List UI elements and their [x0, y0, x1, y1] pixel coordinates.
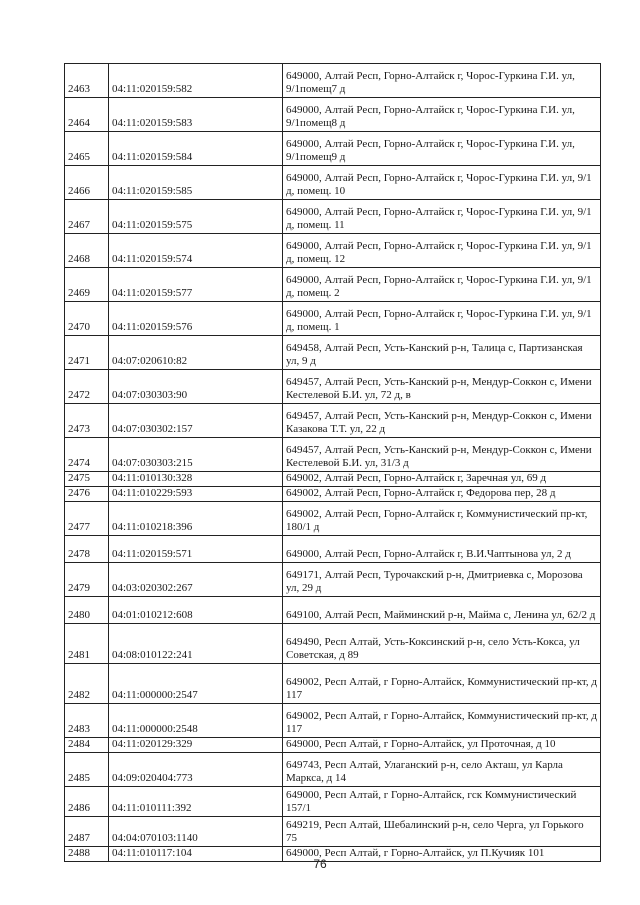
cadastral-number-cell: 04:01:010212:608: [109, 597, 283, 624]
row-number-cell: 2463: [65, 64, 109, 98]
table-row: [65, 664, 601, 704]
cadastral-number-cell: 04:11:020159:576: [109, 302, 283, 336]
cadastral-number-cell: 04:11:000000:2547: [109, 664, 283, 704]
table-row: [65, 753, 601, 787]
address-cell: 649458, Алтай Респ, Усть-Канский р-н, Талица с, Партизанская ул, 9 д: [283, 336, 601, 370]
address-cell: 649000, Респ Алтай, г Горно-Алтайск, ул Проточная, д 10: [283, 738, 601, 753]
row-number-cell: 2477: [65, 502, 109, 536]
address-cell: 649002, Алтай Респ, Горно-Алтайск г, Федорова пер, 28 д: [283, 487, 601, 502]
table-row: [65, 563, 601, 597]
cadastral-number-cell: 04:07:020610:82: [109, 336, 283, 370]
address-cell: 649000, Алтай Респ, Горно-Алтайск г, Чорос-Гуркина Г.И. ул, 9/1 д, помещ. 10: [283, 166, 601, 200]
row-number-cell: 2465: [65, 132, 109, 166]
table-row: [65, 404, 601, 438]
row-number-cell: 2484: [65, 738, 109, 753]
address-cell: 649000, Алтай Респ, Горно-Алтайск г, Чорос-Гуркина Г.И. ул, 9/1 д, помещ. 12: [283, 234, 601, 268]
table-row: [65, 624, 601, 664]
address-cell: 649002, Алтай Респ, Горно-Алтайск г, Коммунистический пр-кт, 180/1 д: [283, 502, 601, 536]
cadastral-number-cell: 04:11:020129:329: [109, 738, 283, 753]
row-number-cell: 2475: [65, 472, 109, 487]
cadastral-number-cell: 04:09:020404:773: [109, 753, 283, 787]
row-number-cell: 2482: [65, 664, 109, 704]
table-row: [65, 704, 601, 738]
row-number-cell: 2483: [65, 704, 109, 738]
row-number-cell: 2466: [65, 166, 109, 200]
row-number-cell: 2467: [65, 200, 109, 234]
cadastral-number-cell: 04:04:070103:1140: [109, 817, 283, 847]
address-cell: 649000, Алтай Респ, Горно-Алтайск г, Чорос-Гуркина Г.И. ул, 9/1помещ8 д: [283, 98, 601, 132]
cadastral-number-cell: 04:11:020159:585: [109, 166, 283, 200]
table-row: [65, 64, 601, 98]
row-number-cell: 2480: [65, 597, 109, 624]
row-number-cell: 2468: [65, 234, 109, 268]
cadastral-number-cell: 04:11:010117:104: [109, 847, 283, 862]
address-cell: 649000, Алтай Респ, Горно-Алтайск г, В.И.Чаптынова ул, 2 д: [283, 536, 601, 563]
cadastral-number-cell: 04:11:020159:583: [109, 98, 283, 132]
address-cell: 649000, Алтай Респ, Горно-Алтайск г, Чорос-Гуркина Г.И. ул, 9/1 д, помещ. 1: [283, 302, 601, 336]
table-row: [65, 268, 601, 302]
table-row: [65, 370, 601, 404]
cadastral-number-cell: 04:11:020159:584: [109, 132, 283, 166]
row-number-cell: 2486: [65, 787, 109, 817]
row-number-cell: 2470: [65, 302, 109, 336]
registry-table-body: [65, 64, 601, 862]
address-cell: 649000, Алтай Респ, Горно-Алтайск г, Чорос-Гуркина Г.И. ул, 9/1 д, помещ. 2: [283, 268, 601, 302]
address-cell: 649002, Респ Алтай, г Горно-Алтайск, Коммунистический пр-кт, д 117: [283, 704, 601, 738]
cadastral-number-cell: 04:11:020159:575: [109, 200, 283, 234]
row-number-cell: 2488: [65, 847, 109, 862]
address-cell: 649100, Алтай Респ, Майминский р-н, Майма с, Ленина ул, 62/2 д: [283, 597, 601, 624]
cadastral-number-cell: 04:11:010111:392: [109, 787, 283, 817]
cadastral-number-cell: 04:11:010218:396: [109, 502, 283, 536]
address-cell: 649000, Алтай Респ, Горно-Алтайск г, Чорос-Гуркина Г.И. ул, 9/1 д, помещ. 11: [283, 200, 601, 234]
table-row: [65, 487, 601, 502]
cadastral-number-cell: 04:11:020159:574: [109, 234, 283, 268]
cadastral-number-cell: 04:11:000000:2548: [109, 704, 283, 738]
row-number-cell: 2478: [65, 536, 109, 563]
address-cell: 649171, Алтай Респ, Турочакский р-н, Дмитриевка с, Морозова ул, 29 д: [283, 563, 601, 597]
row-number-cell: 2469: [65, 268, 109, 302]
row-number-cell: 2471: [65, 336, 109, 370]
cadastral-number-cell: 04:11:020159:571: [109, 536, 283, 563]
cadastral-number-cell: 04:08:010122:241: [109, 624, 283, 664]
address-cell: 649457, Алтай Респ, Усть-Канский р-н, Мендур-Соккон с, Имени Казакова Т.Т. ул, 22 д: [283, 404, 601, 438]
row-number-cell: 2472: [65, 370, 109, 404]
row-number-cell: 2487: [65, 817, 109, 847]
row-number-cell: 2474: [65, 438, 109, 472]
registry-table: [64, 63, 601, 862]
table-row: [65, 234, 601, 268]
table-row: [65, 472, 601, 487]
row-number-cell: 2476: [65, 487, 109, 502]
table-row: [65, 438, 601, 472]
table-row: [65, 200, 601, 234]
cadastral-number-cell: 04:11:010229:593: [109, 487, 283, 502]
cadastral-number-cell: 04:11:020159:577: [109, 268, 283, 302]
address-cell: 649002, Респ Алтай, г Горно-Алтайск, Коммунистический пр-кт, д 117: [283, 664, 601, 704]
table-row: [65, 738, 601, 753]
address-cell: 649000, Алтай Респ, Горно-Алтайск г, Чорос-Гуркина Г.И. ул, 9/1помещ9 д: [283, 132, 601, 166]
row-number-cell: 2473: [65, 404, 109, 438]
row-number-cell: 2485: [65, 753, 109, 787]
address-cell: 649457, Алтай Респ, Усть-Канский р-н, Мендур-Соккон с, Имени Кестелевой Б.И. ул, 31/3 д: [283, 438, 601, 472]
table-row: [65, 536, 601, 563]
cadastral-number-cell: 04:07:030303:90: [109, 370, 283, 404]
address-cell: 649490, Респ Алтай, Усть-Коксинский р-н, село Усть-Кокса, ул Советская, д 89: [283, 624, 601, 664]
cadastral-number-cell: 04:07:030303:215: [109, 438, 283, 472]
address-cell: 649457, Алтай Респ, Усть-Канский р-н, Мендур-Соккон с, Имени Кестелевой Б.И. ул, 72 д, в: [283, 370, 601, 404]
table-row: [65, 817, 601, 847]
table-row: [65, 98, 601, 132]
table-row: [65, 166, 601, 200]
table-row: [65, 787, 601, 817]
address-cell: 649743, Респ Алтай, Улаганский р-н, село Акташ, ул Карла Маркса, д 14: [283, 753, 601, 787]
cadastral-number-cell: 04:07:030302:157: [109, 404, 283, 438]
row-number-cell: 2464: [65, 98, 109, 132]
cadastral-number-cell: 04:11:020159:582: [109, 64, 283, 98]
table-row: [65, 502, 601, 536]
page-number: 76: [313, 857, 327, 871]
table-row: [65, 336, 601, 370]
row-number-cell: 2479: [65, 563, 109, 597]
address-cell: 649000, Алтай Респ, Горно-Алтайск г, Чорос-Гуркина Г.И. ул, 9/1помещ7 д: [283, 64, 601, 98]
address-cell: 649000, Респ Алтай, г Горно-Алтайск, гск Коммунистический 157/1: [283, 787, 601, 817]
cadastral-number-cell: 04:11:010130:328: [109, 472, 283, 487]
address-cell: 649000, Респ Алтай, г Горно-Алтайск, ул П.Кучияк 101: [283, 847, 601, 862]
table-row: [65, 597, 601, 624]
cadastral-number-cell: 04:03:020302:267: [109, 563, 283, 597]
address-cell: 649002, Алтай Респ, Горно-Алтайск г, Заречная ул, 69 д: [283, 472, 601, 487]
address-cell: 649219, Респ Алтай, Шебалинский р-н, село Черга, ул Горького 75: [283, 817, 601, 847]
row-number-cell: 2481: [65, 624, 109, 664]
table-row: [65, 132, 601, 166]
table-row: [65, 302, 601, 336]
